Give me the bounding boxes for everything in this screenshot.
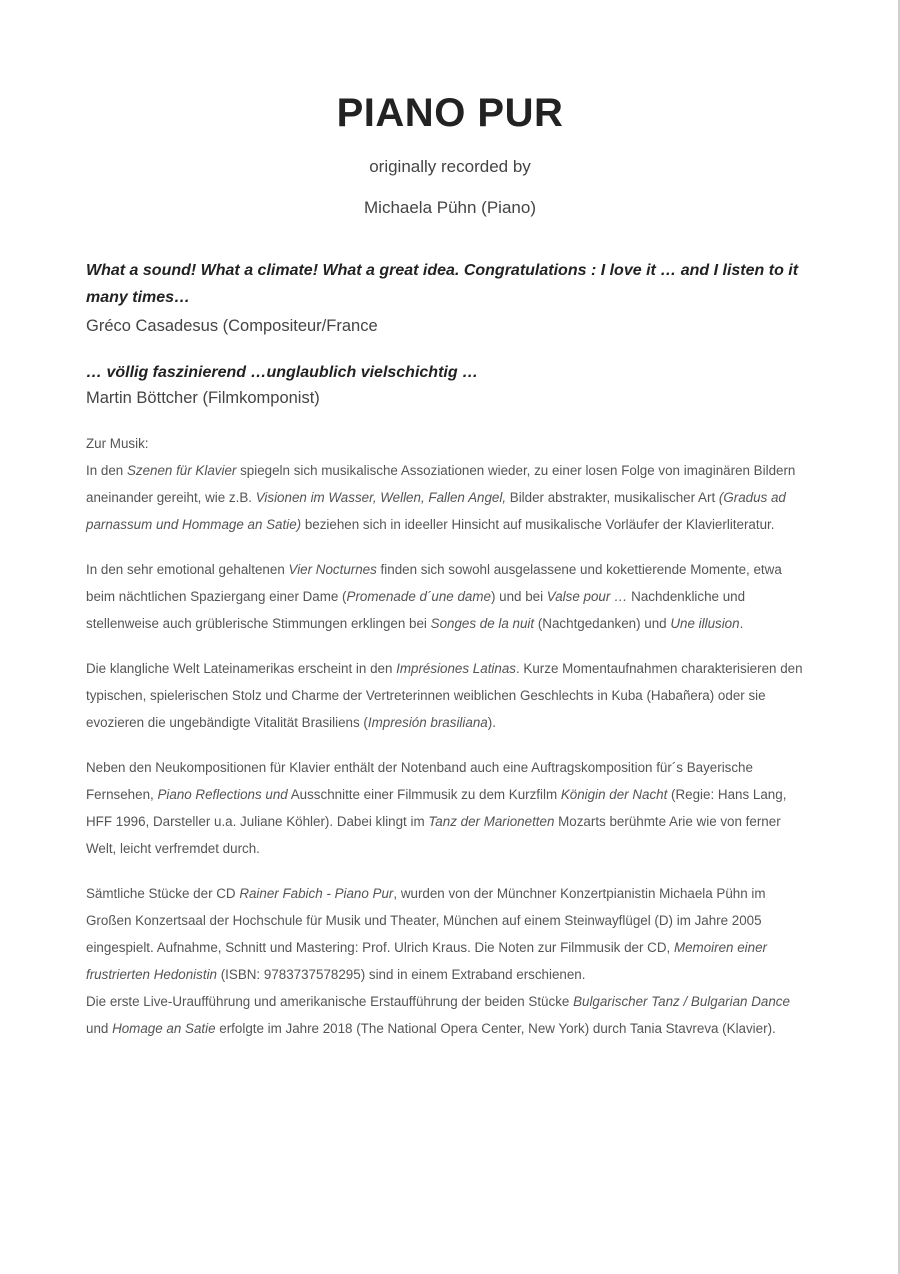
- subtitle-performer: Michaela Pühn (Piano): [364, 198, 536, 217]
- paragraph-cd-recording: Sämtliche Stücke der CD Rainer Fabich - Piano Pur, wurden von der Münchner Konzertpianistin Michaela Pühn im Großen Konzertsaal der Hochschule für Musik und Theater, München auf einem Steinwayflügel (D) im Jahre 2005 eingespielt. Aufnahme, Schnitt und Mastering: Prof. Ulrich Kraus. Die Noten zur Filmmusik der CD, Memoiren einer frustrierten Hedonistin (ISBN: 9783737578295) sind in einem Extraband erschienen.: [86, 886, 767, 982]
- quote-author-1: Gréco Casadesus (Compositeur/France: [86, 317, 378, 335]
- page-title: PIANO PUR: [336, 91, 564, 135]
- paragraph-nocturnes: In den sehr emotional gehaltenen Vier Nocturnes finden sich sowohl ausgelassene und kokettierende Momente, etwa beim nächtlichen Spaziergang einer Dame (Promenade d´une dame) und bei Valse pour … Nachdenkliche und stellenweise auch grüblerische Stimmungen erklingen bei Songes de la nuit (Nachtgedanken) und Une illusion.: [86, 562, 782, 631]
- subtitle-recorded-by: originally recorded by: [369, 157, 531, 176]
- body-text: [86, 430, 814, 1042]
- paragraph-neukompositionen: Neben den Neukompositionen für Klavier enthält der Notenband auch eine Auftragskomposition für´s Bayerische Fernsehen, Piano Reflections und Ausschnitte einer Filmmusik zu dem Kurzfilm Königin der Nacht (Regie: Hans Lang, HFF 1996, Darsteller u.a. Juliane Köhler). Dabei klingt im Tanz der Marionetten Mozarts berühmte Arie wie von ferner Welt, leicht verfremdet durch.: [86, 760, 787, 856]
- quote-text-2: … völlig faszinierend …unglaublich vielschichtig …: [86, 364, 479, 381]
- paragraph-premiere: Die erste Live-Uraufführung und amerikanische Erstaufführung der beiden Stücke Bulgarischer Tanz / Bulgarian Dance und Homage an Satie erfolgte im Jahre 2018 (The National Opera Center, New York) durch Tania Stavreva (Klavier).: [86, 994, 790, 1036]
- paragraph-szenen: In den Szenen für Klavier spiegeln sich musikalische Assoziationen wieder, zu einer losen Folge von imaginären Bildern aneinander gereiht, wie z.B. Visionen im Wasser, Wellen, Fallen Angel, Bilder abstrakter, musikalischer Art (Gradus ad parnassum und Hommage an Satie) beziehen sich in ideeller Hinsicht auf musikalische Vorläufer der Klavierliteratur.: [86, 463, 796, 532]
- quote-author-2: Martin Böttcher (Filmkomponist): [86, 389, 320, 407]
- paragraph-impresiones: Die klangliche Welt Lateinamerikas erscheint in den Imprésiones Latinas. Kurze Momentaufnahmen charakterisieren den typischen, spielerischen Stolz und Charme der Vertreterinnen weiblichen Geschlechts in Kuba (Habañera) oder sie evozieren die ungebändigte Vitalität Brasiliens (Impresión brasiliana).: [86, 661, 803, 730]
- quote-text-1: What a sound! What a climate! What a great idea. Congratulations : I love it … and I listen to it many times…: [86, 262, 799, 306]
- section-heading: Zur Musik:: [86, 436, 149, 451]
